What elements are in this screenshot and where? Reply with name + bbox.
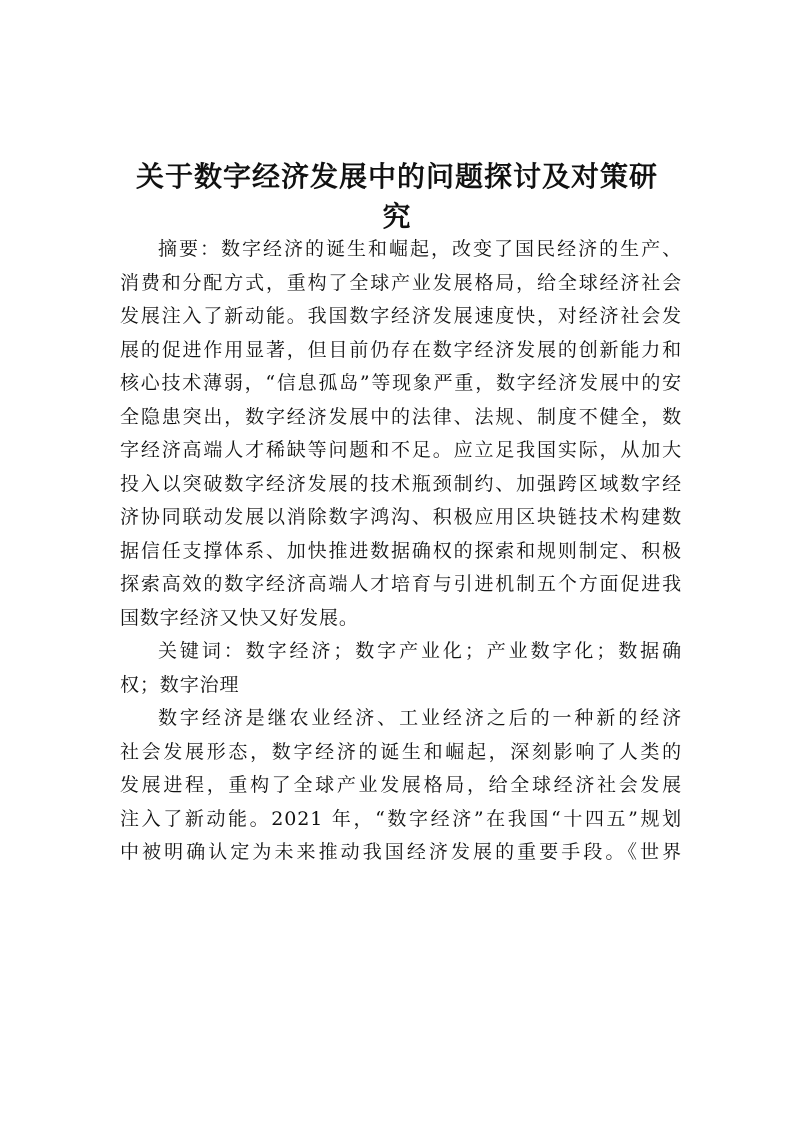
intro-paragraph — [120, 702, 682, 870]
abstract-line: 全隐患突出，数字经济发展中的法律、法规、制度不健全，数 — [120, 405, 682, 428]
intro-line: 社会发展形态，数字经济的诞生和崛起，深刻影响了人类的 — [120, 740, 682, 763]
abstract-paragraph — [120, 233, 682, 635]
intro-line: 注入了新动能。2021 年，“数字经济”在我国“十四五”规划 — [120, 807, 682, 830]
intro-line: 中被明确认定为未来推动我国经济发展的重要手段。《世界 — [120, 841, 682, 863]
document-body — [120, 233, 682, 870]
abstract-line: 消费和分配方式，重构了全球产业发展格局，给全球经济社会 — [120, 271, 682, 294]
abstract-line: 核心技术薄弱，“信息孤岛”等现象严重，数字经济发展中的安 — [120, 372, 682, 394]
document-title-line-1: 关于数字经济发展中的问题探讨及对策研 — [135, 160, 658, 193]
keywords-line: 关键词：数字经济；数字产业化；产业数字化；数据确 — [158, 640, 682, 662]
abstract-line: 探索高效的数字经济高端人才培育与引进机制五个方面促进我 — [120, 573, 682, 595]
abstract-line: 据信任支撑体系、加快推进数据确权的探索和规则制定、积极 — [120, 539, 682, 562]
abstract-line: 发展注入了新动能。我国数字经济发展速度快，对经济社会发 — [120, 305, 682, 327]
keywords-paragraph — [120, 635, 682, 702]
abstract-line: 展的促进作用显著，但目前仍存在数字经济发展的创新能力和 — [120, 338, 682, 361]
abstract-line: 投入以突破数字经济发展的技术瓶颈制约、加强跨区域数字经 — [120, 472, 682, 495]
document-title-line-2: 究 — [382, 200, 412, 233]
abstract-line: 摘要：数字经济的诞生和崛起，改变了国民经济的生产、 — [158, 238, 682, 260]
intro-line: 发展进程，重构了全球产业发展格局，给全球经济社会发展 — [120, 774, 682, 796]
abstract-line: 济协同联动发展以消除数字鸿沟、积极应用区块链技术构建数 — [120, 506, 682, 528]
keywords-line: 权；数字治理 — [120, 673, 240, 696]
abstract-line: 字经济高端人才稀缺等问题和不足。应立足我国实际，从加大 — [120, 439, 682, 461]
abstract-line: 国数字经济又快又好发展。 — [120, 606, 359, 629]
intro-line: 数字经济是继农业经济、工业经济之后的一种新的经济 — [158, 707, 682, 729]
